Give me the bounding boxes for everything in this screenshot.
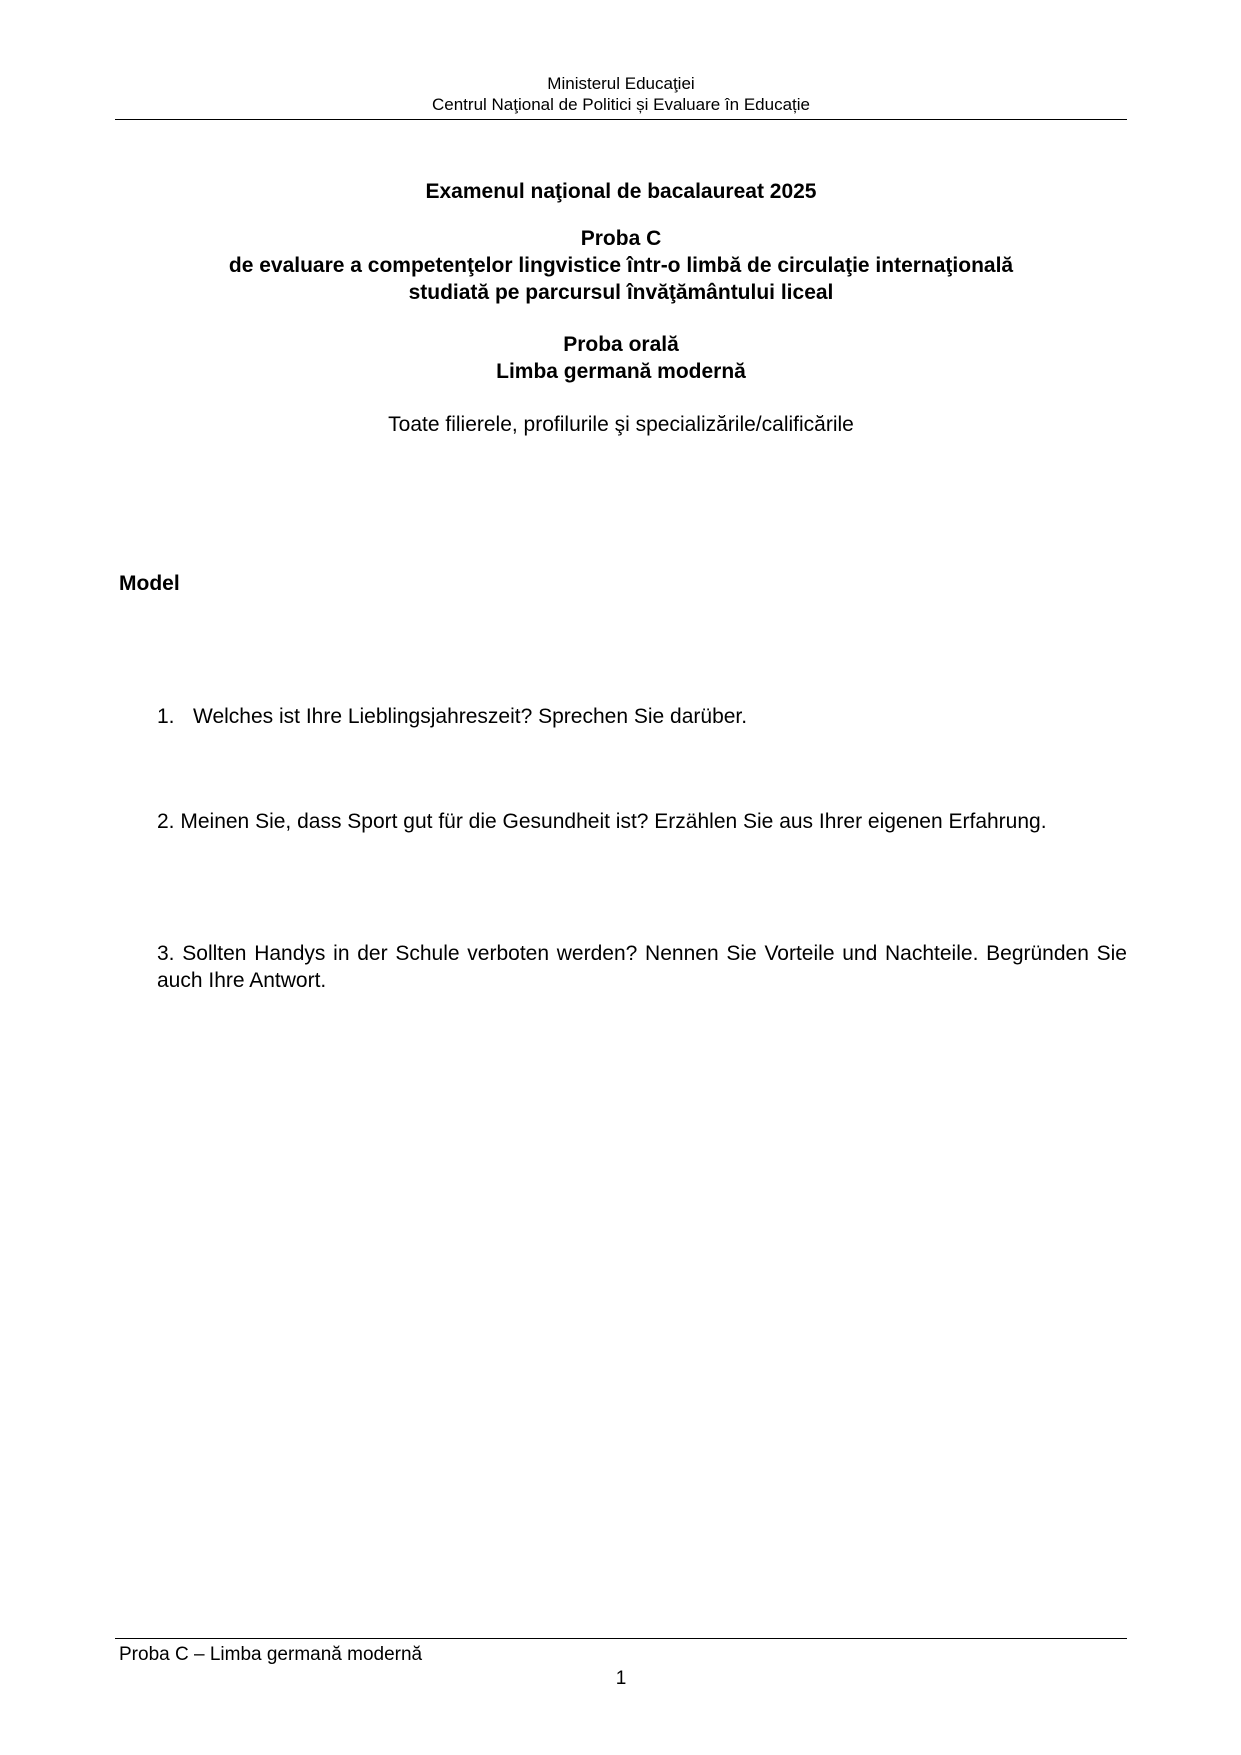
page-header [115,73,1127,115]
question-3-number: 3. [157,942,175,965]
model-label: Model [119,572,180,595]
oral-title-block [115,331,1127,385]
proba-description-line2: studiată pe parcursul învăţământului liceal [408,281,834,304]
footer-label: Proba C – Limba germană modernă [119,1644,423,1665]
footer-divider [115,1638,1127,1639]
subtitle: Toate filierele, profilurile şi specializările/calificările [388,413,854,436]
question-1-text: Welches ist Ihre Lieblingsjahreszeit? Sprechen Sie darüber. [193,705,748,728]
question-2 [157,808,1127,835]
header-ministry: Ministerul Educaţiei [547,74,695,93]
proba-title-block [115,225,1127,306]
header-center: Centrul Naţional de Politici și Evaluare în Educație [432,95,810,114]
oral-label: Proba orală [563,333,679,356]
exam-title: Examenul naţional de bacalaureat 2025 [425,180,817,203]
question-1-number: 1. [157,705,175,728]
question-2-number: 2. [157,810,175,833]
language-label: Limba germană modernă [496,360,746,383]
page-number: 1 [615,1668,627,1689]
question-3 [157,940,1127,994]
header-divider [115,119,1127,120]
question-3-text: Sollten Handys in der Schule verboten werden? Nennen Sie Vorteile und Nachteile. Begründen Sie auch Ihre Antwort. [157,942,1127,992]
question-2-text: Meinen Sie, dass Sport gut für die Gesundheit ist? Erzählen Sie aus Ihrer eigenen Erfahrung. [180,810,1047,833]
proba-label: Proba C [580,227,662,250]
proba-description-line1: de evaluare a competenţelor lingvistice într-o limbă de circulaţie internaţională [228,254,1014,277]
question-1 [157,703,1127,730]
